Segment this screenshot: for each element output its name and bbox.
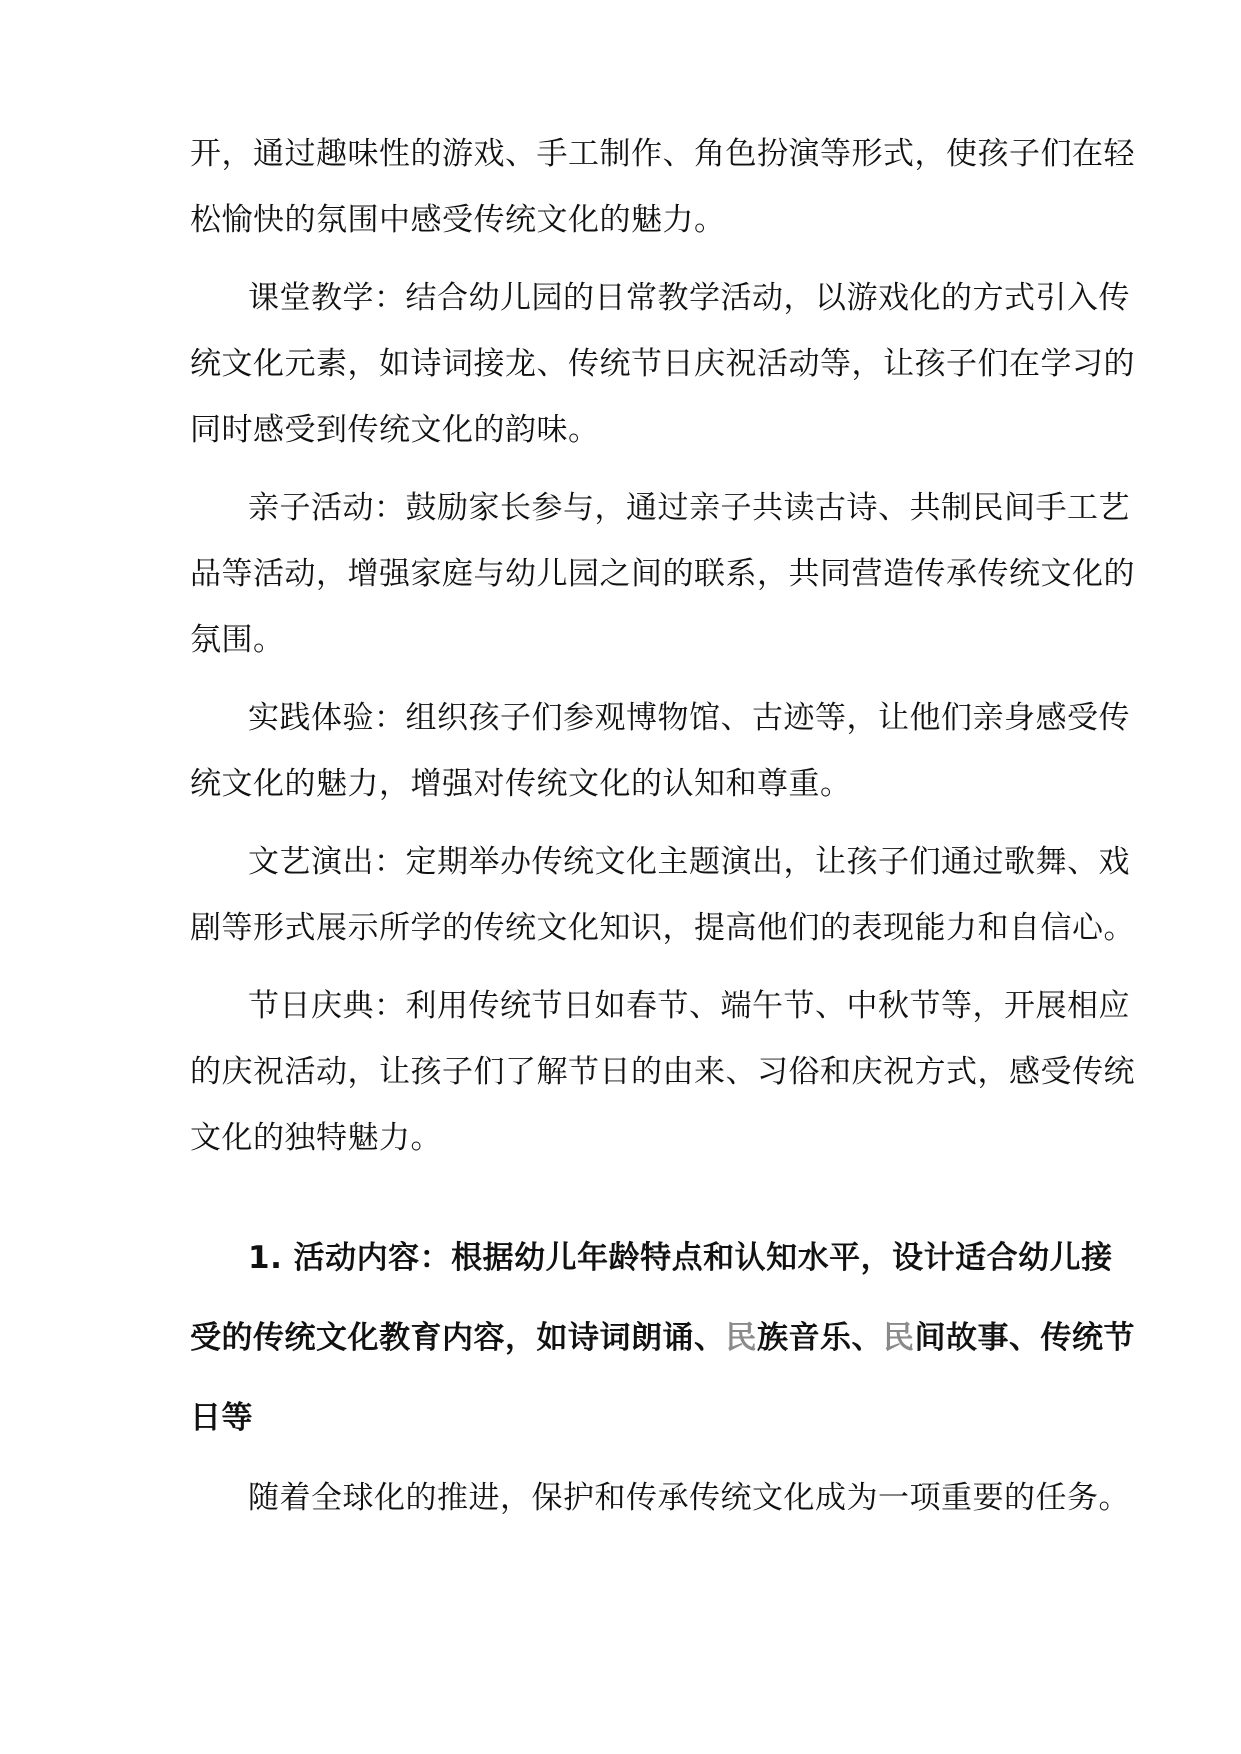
paragraph-line: 开，通过趣味性的游戏、手工制作、角色扮演等形式，使孩子们在轻: [190, 136, 1135, 172]
heading-line: [190, 1318, 1135, 1358]
paragraph-line: 剧等形式展示所学的传统文化知识，提高他们的表现能力和自信心。: [190, 910, 1135, 946]
paragraph-line: 松愉快的氛围中感受传统文化的魅力。: [190, 202, 726, 238]
heading-text-gray: 民: [883, 1320, 915, 1356]
paragraph-line: 实践体验：组织孩子们参观博物馆、古迹等，让他们亲身感受传: [248, 700, 1130, 736]
heading-text-gray: 民: [725, 1320, 757, 1356]
paragraph-line: 统文化的魅力，增强对传统文化的认知和尊重。: [190, 766, 852, 802]
paragraph-line: 随着全球化的推进，保护和传承传统文化成为一项重要的任务。: [248, 1480, 1130, 1516]
paragraph-line: 氛围。: [190, 622, 285, 658]
paragraph-line: 节日庆典：利用传统节日如春节、端午节、中秋节等，开展相应: [248, 988, 1130, 1024]
paragraph-line: 品等活动，增强家庭与幼儿园之间的联系，共同营造传承传统文化的: [190, 556, 1135, 592]
paragraph-line: 课堂教学：结合幼儿园的日常教学活动，以游戏化的方式引入传: [248, 280, 1130, 316]
heading-text: 受的传统文化教育内容，如诗词朗诵、: [190, 1320, 726, 1356]
paragraph-line: 的庆祝活动，让孩子们了解节日的由来、习俗和庆祝方式，感受传统: [190, 1054, 1135, 1090]
heading-line: 1. 活动内容：根据幼儿年龄特点和认知水平，设计适合幼儿接: [248, 1240, 1113, 1276]
heading-line: 日等: [190, 1400, 253, 1436]
paragraph-line: 亲子活动：鼓励家长参与，通过亲子共读古诗、共制民间手工艺: [248, 490, 1130, 526]
heading-text: 间故事、传统节: [914, 1320, 1135, 1356]
paragraph-line: 统文化元素，如诗词接龙、传统节日庆祝活动等，让孩子们在学习的: [190, 346, 1135, 382]
paragraph-line: 文艺演出：定期举办传统文化主题演出，让孩子们通过歌舞、戏: [248, 844, 1130, 880]
paragraph-line: 文化的独特魅力。: [190, 1120, 442, 1156]
heading-text: 族音乐、: [757, 1320, 883, 1356]
paragraph-line: 同时感受到传统文化的韵味。: [190, 412, 600, 448]
